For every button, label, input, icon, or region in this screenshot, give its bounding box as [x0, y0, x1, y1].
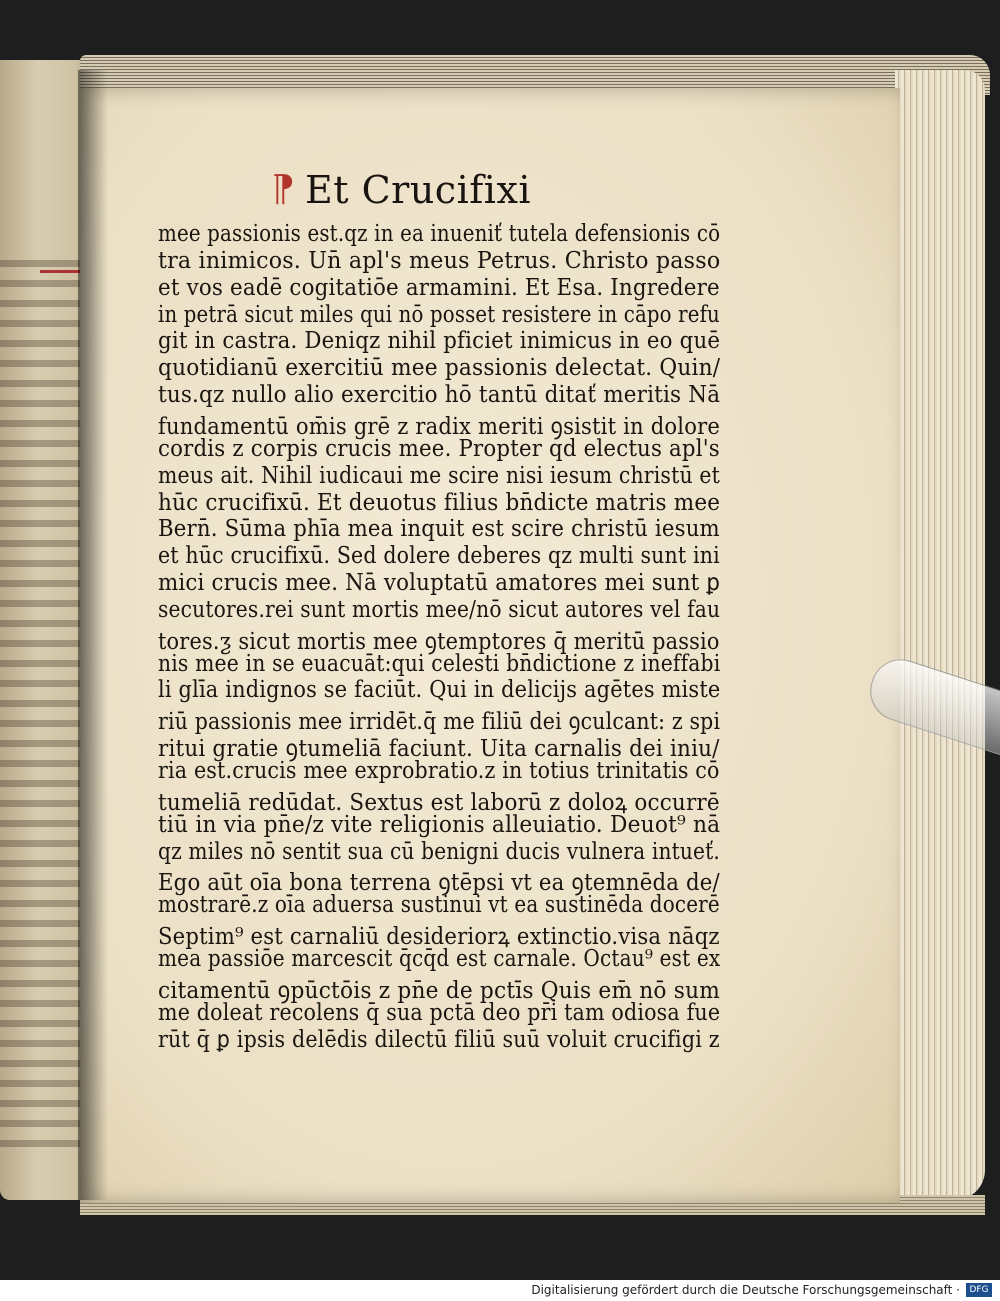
text-line: meus ait. Nihil iudicaui me scire nisi iesum christū et — [158, 462, 721, 489]
text-line: git in castra. Deniqz nihil pficiet inimicus in eo quē — [158, 328, 721, 355]
text-line: in petrā sicut miles qui nō posset resistere in cāpo refu — [158, 301, 720, 328]
text-line: mee passionis est.qz in ea inueniť tutela defensionis cō — [158, 221, 721, 247]
text-line: cordis z corpis crucis mee. Propter qd electus apl's — [158, 435, 720, 462]
text-line: mostrarē.z oīa aduersa sustinui vt ea sustinēda docerē — [158, 892, 720, 919]
text-line: mici crucis mee. Nā voluptatū amatores mei sunt ꝑ — [158, 570, 721, 597]
text-line: ria est.crucis mee exprobratio.z in totius trinitatis cō — [158, 758, 720, 784]
text-line: citamentū ꝯpūctōis z pn̄e de pctīs Quis em̄ nō sum — [158, 977, 720, 1004]
text-line: nis mee in se euacuāt:qui celesti bn̄dictione z ineffabi — [158, 650, 721, 677]
text-line: fundamentū om̄is grē z radix meriti ꝯsistit in dolore — [158, 413, 720, 440]
text-line: mea passiōe marcescit q̄cq̄d est carnale. Octau⁹ est ex — [158, 945, 721, 972]
paragraph-mark-icon: ⁋ — [272, 169, 295, 210]
text-line: Ego aūt oīa bona terrena ꝯtēpsi vt ea ꝯtemnēda de/ — [158, 870, 720, 897]
footer-credit: Digitalisierung gefördert durch die Deutsche Forschungsgemeinschaft · — [531, 1283, 960, 1297]
text-line: tus.qz nullo alio exercitio hō tantū ditať meritis Nā — [158, 382, 721, 409]
running-title: Et Crucifixi — [305, 168, 532, 212]
text-line: qz miles nō sentit sua cū benigni ducis vulnera intueť. — [158, 838, 720, 865]
text-line: tra inimicos. Un̄ apl's meus Petrus. Christo passo — [158, 247, 721, 274]
text-line: hūc crucifixū. Et deuotus filius bn̄dicte matris mee — [158, 489, 721, 516]
text-line: Bern̄. Sūma phīa mea inquit est scire christū iesum — [158, 516, 720, 543]
text-line: ritui gratie ꝯtumeliā faciunt. Uita carnalis dei iniu/ — [158, 736, 720, 763]
text-line: tumeliā redūdat. Sextus est laborū z doloꝝ occurrē — [158, 789, 720, 816]
text-line: tores.ƺ sicut mortis mee ꝯtemptores q̄ meritū passio — [158, 628, 720, 655]
text-line: secutores.rei sunt mortis mee/nō sicut autores vel fau — [158, 596, 721, 623]
text-line: et hūc crucifixū. Sed dolere deberes qz multi sunt ini — [158, 543, 720, 570]
text-line: me doleat recolens q̄ sua pctā deo pr̄i tam odiosa fue — [158, 999, 721, 1026]
text-line: rūt q̄ ꝑ ipsis delēdis dilectū filiū suū voluit crucifigi z — [158, 1026, 720, 1053]
text-line: quotidianū exercitiū mee passionis delectat. Quin/ — [158, 355, 721, 382]
text-line: et vos eadē cogitatiōe armamini. Et Esa. Ingredere — [158, 274, 720, 301]
text-line: li glīa indignos se faciūt. Qui in delicijs agētes miste — [158, 677, 721, 704]
text-line: riū passionis mee irridēt.q̄ me filiū dei ꝯculcant: z spi — [158, 709, 721, 736]
footer-bar — [0, 1280, 1000, 1301]
text-line: Septim⁹ est carnaliū desideriorꝝ extinctio.visa nāqz — [158, 924, 720, 951]
dfg-logo: DFG — [966, 1283, 992, 1297]
text-line: tiū in via pn̄e/z vite religionis alleuiatio. Deuot⁹ nā — [158, 811, 721, 838]
